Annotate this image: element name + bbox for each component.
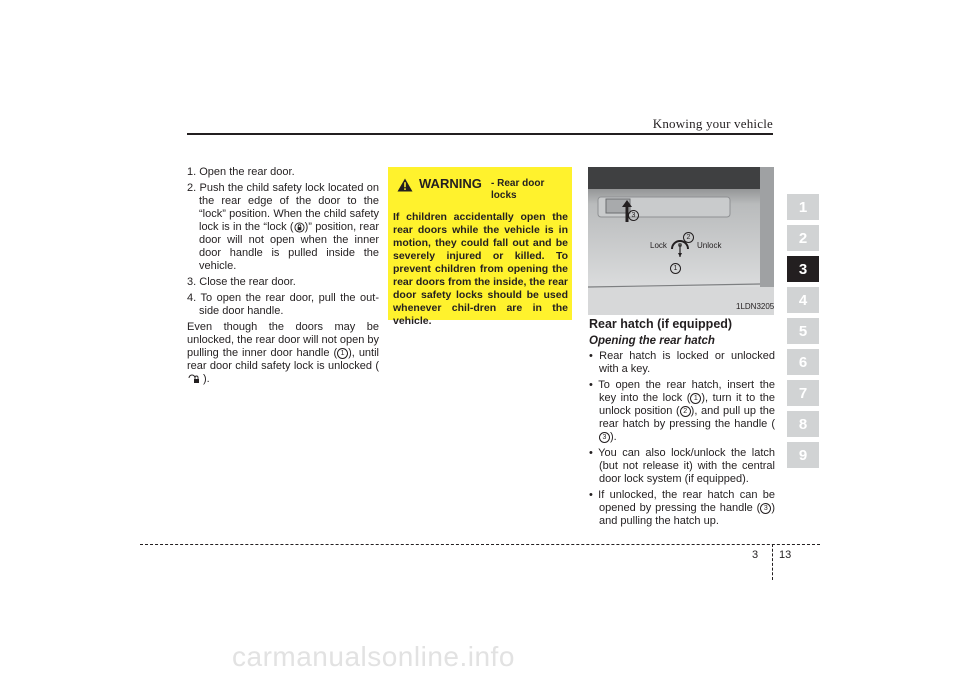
running-header-title: Knowing your vehicle [652, 116, 773, 131]
bullet-item: • If unlocked, the rear hatch can be opened by pressing the handle ( 3 ) and pulling the hatch up. [589, 489, 775, 527]
section-title: Rear hatch (if equipped) [589, 317, 733, 331]
child-lock-paragraph: Even though the doors may be unlocked, the rear door will not open by pulling the inner door handle ( 1 ), until rear door child safety lock is unlocked (). [187, 321, 380, 385]
unlock-icon [187, 373, 203, 385]
step-item: 2. Push the child safety lock located on the rear edge of the door to the “lock” position. When the child safety lock is in the “lock ( )” position, rear door will not open when the inner door handle is pulled inside the vehicle. [187, 182, 379, 272]
bullet-item: • Rear hatch is locked or unlocked with a key. [589, 350, 775, 375]
callout-1: 1 [670, 260, 681, 278]
step-item: 4. To open the rear door, pull the out-side door handle. [187, 292, 380, 317]
figure-label-unlock: Unlock [697, 241, 722, 250]
chapter-tab-4[interactable]: 4 [787, 287, 819, 313]
chapter-tabs [787, 194, 819, 473]
chapter-tab-9[interactable]: 9 [787, 442, 819, 468]
rear-hatch-photo [588, 167, 774, 315]
warning-triangle-icon [397, 178, 413, 192]
page-number: 13 [779, 549, 792, 561]
door-steps-list [187, 166, 379, 318]
header-rule [187, 133, 773, 135]
rear-hatch-illustration [588, 167, 774, 315]
chapter-tab-6[interactable]: 6 [787, 349, 819, 375]
callout-number: 1 [337, 348, 348, 359]
subsection-title: Opening the rear hatch [589, 335, 715, 347]
figure-label-lock: Lock [650, 241, 667, 250]
left-column [187, 166, 379, 386]
right-column [589, 318, 775, 531]
figure-caption: 1LDN3205 [736, 302, 775, 311]
warning-body: If children accidentally open the rear doors while the vehicle is in motion, they could fall out and be severely injured or killed. To prevent children from opening the rear doors from the inside, the rear door safety locks should be used whenever chil-dren are in the vehicle. [393, 211, 568, 327]
hatch-bullets-list [589, 350, 775, 528]
chapter-tab-3[interactable]: 3 [787, 256, 819, 282]
warning-title: WARNING [419, 176, 482, 191]
footer-divider [772, 544, 773, 580]
chapter-tab-1[interactable]: 1 [787, 194, 819, 220]
chapter-tab-2[interactable]: 2 [787, 225, 819, 251]
page-chapter-number: 3 [752, 549, 759, 561]
footer-rule [140, 544, 820, 545]
warning-box [388, 167, 572, 327]
bullet-item: • To open the rear hatch, insert the key into the lock ( 1 ), turn it to the unlock position ( 2 ), and pull up the rear hatch by pressing the handle (3 ). [589, 379, 775, 443]
bullet-item: • You can also lock/unlock the latch (but not release it) with the central door lock system (if equipped). [589, 447, 775, 485]
callout-2: 2 [683, 229, 694, 247]
lock-icon [294, 222, 305, 233]
warning-subtitle: - Rear door locks [491, 178, 545, 201]
step-item: 1. Open the rear door. [187, 166, 295, 178]
chapter-tab-7[interactable]: 7 [787, 380, 819, 406]
chapter-tab-8[interactable]: 8 [787, 411, 819, 437]
watermark-text: carmanualsonline.info [232, 641, 515, 672]
step-item: 3. Close the rear door. [187, 276, 296, 288]
callout-3: 3 [628, 207, 639, 225]
chapter-tab-5[interactable]: 5 [787, 318, 819, 344]
